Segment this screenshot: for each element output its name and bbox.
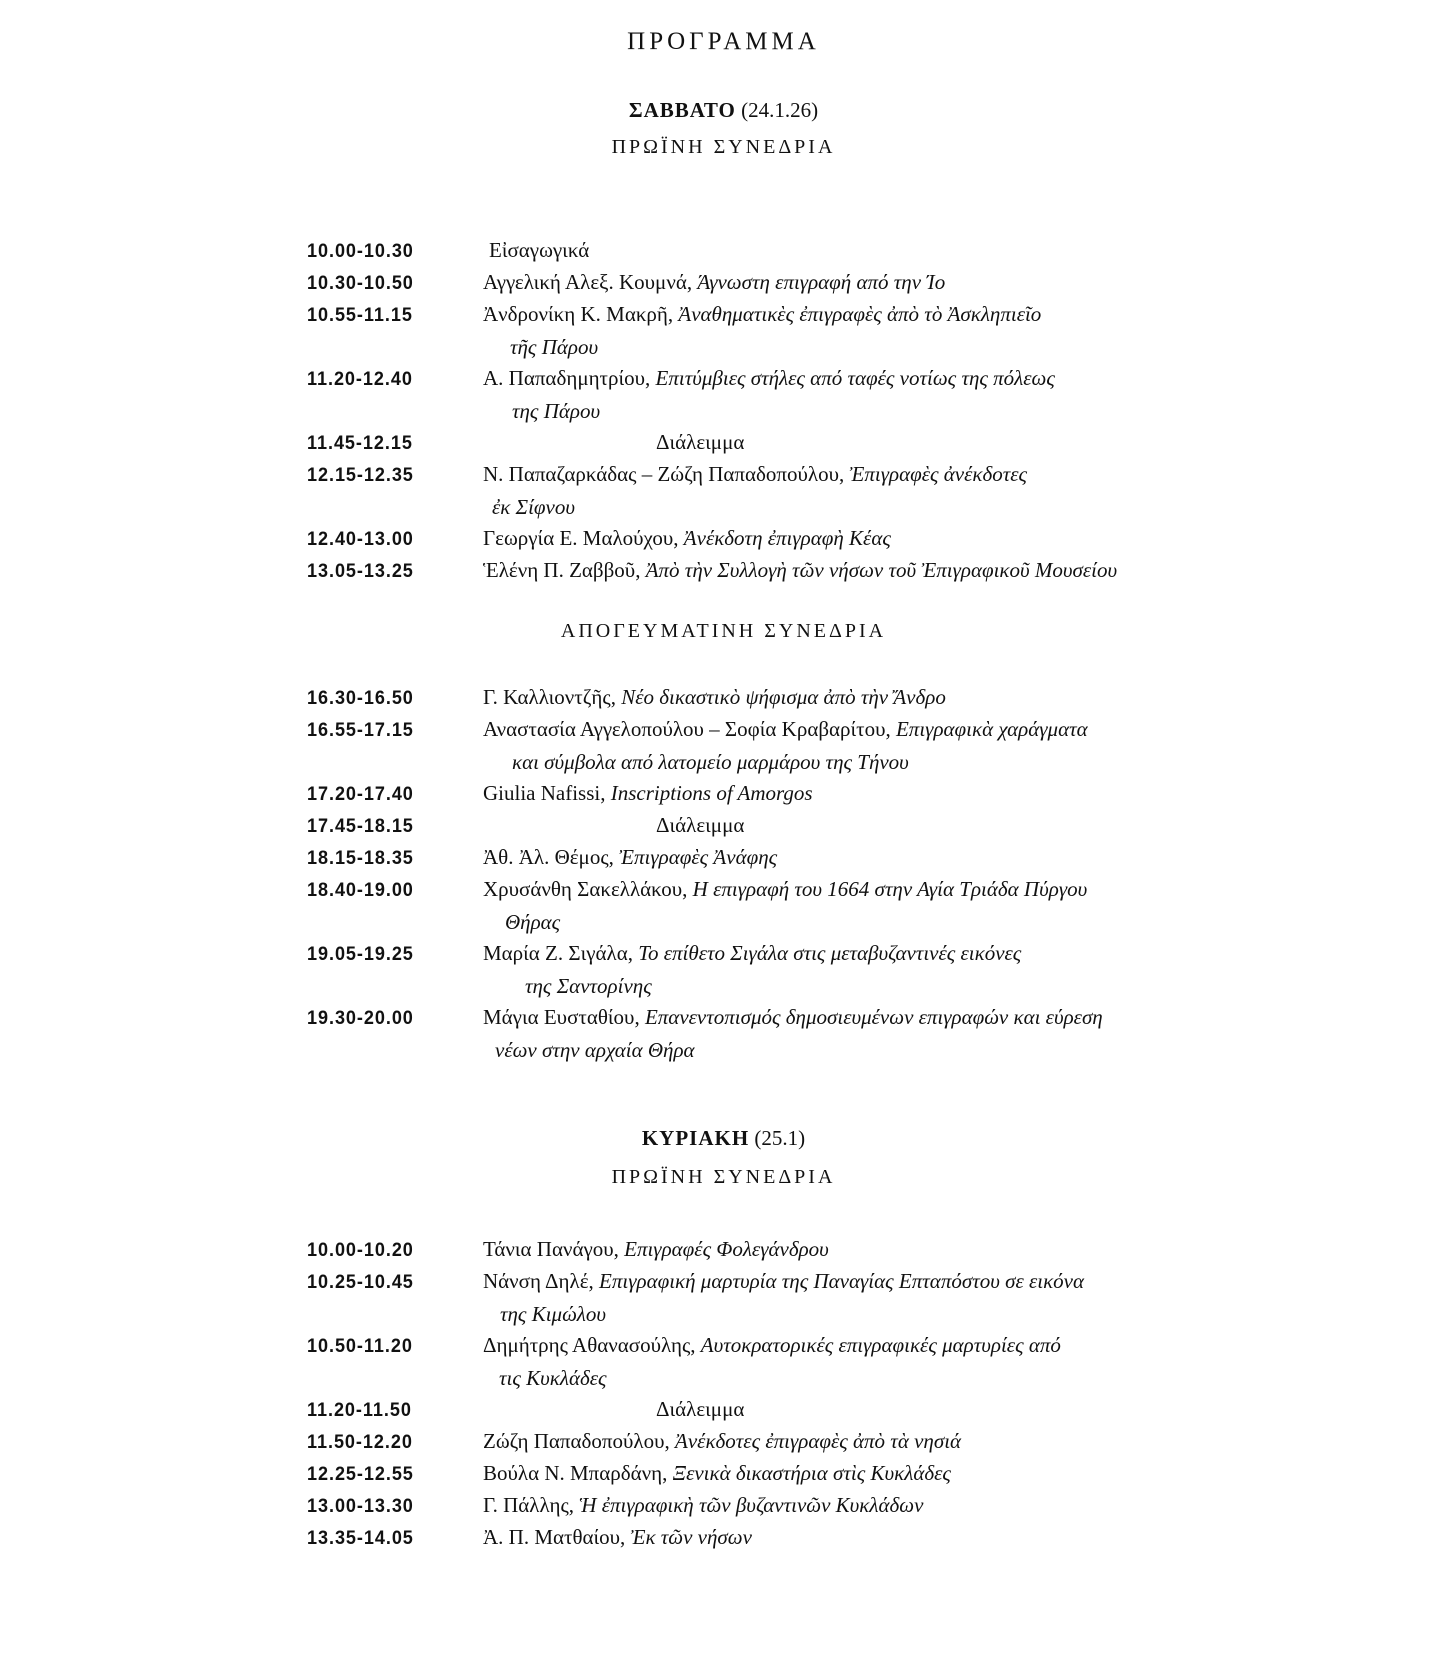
- talk-title: Ἡ ἐπιγραφικὴ τῶν βυζαντινῶν Κυκλάδων: [579, 1493, 924, 1517]
- speaker-name: Νάνση Δηλέ,: [483, 1269, 594, 1293]
- talk-row: [0, 781, 1447, 815]
- talk-title-continued: και σύμβολα από λατομείο μαρμάρου της Τήνου: [512, 750, 909, 774]
- session-title: ΠΡΩΪΝΗ ΣΥΝΕΔΡΙΑ: [611, 1166, 836, 1188]
- break-row: [0, 430, 1447, 464]
- time-slot: 10.50-11.20: [307, 1336, 413, 1357]
- time-slot: 13.05-13.25: [307, 561, 414, 582]
- speaker-name: Α. Παπαδημητρίου,: [483, 366, 651, 390]
- time-slot: 11.20-12.40: [307, 369, 413, 390]
- talk-title: Νέο δικαστικὸ ψήφισμα ἀπὸ τὴν Ἄνδρο: [621, 685, 946, 709]
- talk-title: Ἀνέκδοτη ἐπιγραφὴ Κέας: [683, 526, 891, 550]
- speaker-line: [483, 877, 1087, 902]
- time-slot: 10.00-10.20: [307, 1240, 414, 1261]
- time-slot: 18.15-18.35: [307, 848, 414, 869]
- time-slot: 13.35-14.05: [307, 1528, 414, 1549]
- talk-title-continued: τῆς Πάρου: [510, 335, 599, 359]
- speaker-line: [483, 1429, 961, 1454]
- speaker-name: Δημήτρης Αθανασούλης,: [483, 1333, 696, 1357]
- day-name: ΣΑΒΒΑΤΟ: [628, 98, 736, 122]
- speaker-name: Μαρία Ζ. Σιγάλα,: [483, 941, 633, 965]
- talk-row: [0, 558, 1447, 592]
- speaker-name: Ν. Παπαζαρκάδας – Ζώζη Παπαδοπούλου,: [483, 462, 845, 486]
- time-slot: 12.15-12.35: [307, 465, 414, 486]
- talk-title-continued: της Σαντορίνης: [525, 974, 652, 998]
- time-slot: 11.50-12.20: [307, 1432, 413, 1453]
- talk-title: Αυτοκρατορικές επιγραφικές μαρτυρίες από: [700, 1333, 1061, 1357]
- time-slot: 10.30-10.50: [307, 273, 414, 294]
- speaker-name: Γ. Πάλλης,: [483, 1493, 575, 1517]
- speaker-name: Αγγελική Αλεξ. Κουμνά,: [483, 270, 693, 294]
- talk-row: [0, 941, 1447, 975]
- talk-title-continued: Θήρας: [505, 910, 561, 934]
- speaker-name: Γεωργία Ε. Μαλούχου,: [483, 526, 679, 550]
- speaker-line: [483, 781, 813, 806]
- speaker-line: [483, 558, 1117, 583]
- speaker-name: Βούλα Ν. Μπαρδάνη,: [483, 1461, 668, 1485]
- speaker-name: Ἀθ. Ἀλ. Θέμος,: [483, 845, 614, 869]
- day-heading: [0, 1126, 1447, 1151]
- talk-title-continued: νέων στην αρχαία Θήρα: [495, 1038, 695, 1062]
- speaker-name: Giulia Nafissi,: [483, 781, 606, 805]
- speaker-line: [483, 941, 1021, 966]
- talk-row: [0, 238, 1447, 272]
- speaker-line: [483, 1269, 1084, 1294]
- speaker-line: [483, 270, 945, 295]
- talk-title: Το επίθετο Σιγάλα στις μεταβυζαντινές εικόνες: [638, 941, 1022, 965]
- speaker-line: [483, 1525, 752, 1550]
- talk-title-continued: της Πάρου: [512, 399, 601, 423]
- break-row: [0, 813, 1447, 847]
- talk-title: Ἀναθηματικὲς ἐπιγραφὲς ἀπὸ τὸ Ἀσκληπιεῖο: [678, 302, 1042, 326]
- talk-row: [0, 1429, 1447, 1463]
- talk-row: [0, 302, 1447, 336]
- talk-title: Επιτύμβιες στήλες από ταφές νοτίως της πόλεως: [655, 366, 1055, 390]
- speaker-name: Αναστασία Αγγελοπούλου – Σοφία Κραβαρίτου,: [483, 717, 891, 741]
- talk-row: [0, 1005, 1447, 1039]
- page-title: ΠΡΟΓΡΑΜΜΑ: [627, 28, 820, 55]
- speaker-name: Ἀνδρονίκη Κ. Μακρῆ,: [483, 302, 674, 326]
- speaker-line: [483, 717, 1088, 742]
- speaker-name: Εἰσαγωγικά: [489, 238, 590, 262]
- speaker-line: [489, 238, 589, 263]
- talk-row: [0, 1461, 1447, 1495]
- talk-title: Inscriptions of Amorgos: [610, 781, 813, 805]
- speaker-line: [483, 1493, 923, 1518]
- talk-title-continued: ἐκ Σίφνου: [492, 495, 575, 519]
- talk-row: [0, 1493, 1447, 1527]
- time-slot: 16.55-17.15: [307, 720, 414, 741]
- talk-title-continued: της Κιμώλου: [500, 1302, 606, 1326]
- time-slot: 19.05-19.25: [307, 944, 414, 965]
- time-slot: 19.30-20.00: [307, 1008, 414, 1029]
- talk-title: Επιγραφές Φολεγάνδρου: [624, 1237, 829, 1261]
- talk-title: Άγνωστη επιγραφή από την Ίο: [697, 270, 946, 294]
- speaker-line: [483, 366, 1055, 391]
- talk-row: [0, 845, 1447, 879]
- time-slot: 16.30-16.50: [307, 688, 414, 709]
- time-slot: 11.45-12.15: [307, 433, 413, 454]
- break-label: Διάλειμμα: [656, 430, 745, 454]
- time-slot: 12.25-12.55: [307, 1464, 414, 1485]
- speaker-name: Γ. Καλλιοντζῆς,: [483, 685, 616, 709]
- talk-title: Ἐπιγραφὲς ἀνέκδοτες: [849, 462, 1028, 486]
- talk-row: [0, 685, 1447, 719]
- talk-row: [0, 462, 1447, 496]
- day-name: ΚΥΡΙΑΚΗ: [641, 1126, 750, 1150]
- speaker-line: [483, 685, 946, 710]
- speaker-line: [483, 302, 1041, 327]
- speaker-line: [483, 526, 891, 551]
- speaker-line: [483, 1237, 829, 1262]
- session-title: ΑΠΟΓΕΥΜΑΤΙΝΗ ΣΥΝΕΔΡΙΑ: [560, 620, 887, 642]
- talk-row: [0, 877, 1447, 911]
- talk-row: [0, 526, 1447, 560]
- speaker-line: [483, 1005, 1103, 1030]
- talk-title: Επανεντοπισμός δημοσιευμένων επιγραφών και εύρεση: [644, 1005, 1103, 1029]
- speaker-line: [483, 462, 1027, 487]
- talk-row: [0, 1237, 1447, 1271]
- talk-title: Η επιγραφή του 1664 στην Αγία Τριάδα Πύργου: [692, 877, 1088, 901]
- talk-row: [0, 1333, 1447, 1367]
- day-date: (25.1): [754, 1126, 806, 1150]
- speaker-line: [483, 1461, 951, 1486]
- talk-row: [0, 366, 1447, 400]
- speaker-line: [483, 1333, 1061, 1358]
- speaker-name: Μάγια Ευσταθίου,: [483, 1005, 640, 1029]
- talk-row: [0, 1269, 1447, 1303]
- talk-title: Ἀνέκδοτες ἐπιγραφὲς ἀπὸ τὰ νησιά: [675, 1429, 962, 1453]
- talk-row: [0, 717, 1447, 751]
- break-row: [0, 1397, 1447, 1431]
- time-slot: 13.00-13.30: [307, 1496, 414, 1517]
- break-label: Διάλειμμα: [656, 813, 745, 837]
- time-slot: 18.40-19.00: [307, 880, 414, 901]
- break-label: Διάλειμμα: [656, 1397, 745, 1421]
- speaker-name: Τάνια Πανάγου,: [483, 1237, 619, 1261]
- time-slot: 11.20-11.50: [307, 1400, 412, 1421]
- day-date: (24.1.26): [741, 98, 819, 122]
- talk-row: [0, 1525, 1447, 1559]
- talk-title: Επιγραφικὰ χαράγματα: [895, 717, 1088, 741]
- time-slot: 10.25-10.45: [307, 1272, 414, 1293]
- speaker-line: [483, 845, 777, 870]
- talk-row: [0, 270, 1447, 304]
- speaker-name: Ἑλένη Π. Ζαββοῦ,: [483, 558, 641, 582]
- talk-title: Ξενικὰ δικαστήρια στὶς Κυκλάδες: [672, 1461, 951, 1485]
- speaker-name: Ζώζη Παπαδοπούλου,: [483, 1429, 670, 1453]
- talk-title-continued: τις Κυκλάδες: [499, 1366, 607, 1390]
- talk-title: Ἀπὸ τὴν Συλλογὴ τῶν νήσων τοῦ Ἐπιγραφικοῦ Μουσείου: [645, 558, 1118, 582]
- speaker-name: Ἀ. Π. Ματθαίου,: [483, 1525, 626, 1549]
- talk-title: Ἐπιγραφὲς Ἀνάφης: [619, 845, 778, 869]
- time-slot: 10.00-10.30: [307, 241, 414, 262]
- talk-title: Επιγραφική μαρτυρία της Παναγίας Επταπόστου σε εικόνα: [599, 1269, 1085, 1293]
- talk-title: Ἐκ τῶν νήσων: [630, 1525, 752, 1549]
- session-title: ΠΡΩΪΝΗ ΣΥΝΕΔΡΙΑ: [611, 136, 836, 158]
- time-slot: 17.45-18.15: [307, 816, 414, 837]
- day-heading: [0, 98, 1447, 123]
- time-slot: 17.20-17.40: [307, 784, 414, 805]
- time-slot: 12.40-13.00: [307, 529, 414, 550]
- speaker-name: Χρυσάνθη Σακελλάκου,: [483, 877, 688, 901]
- time-slot: 10.55-11.15: [307, 305, 413, 326]
